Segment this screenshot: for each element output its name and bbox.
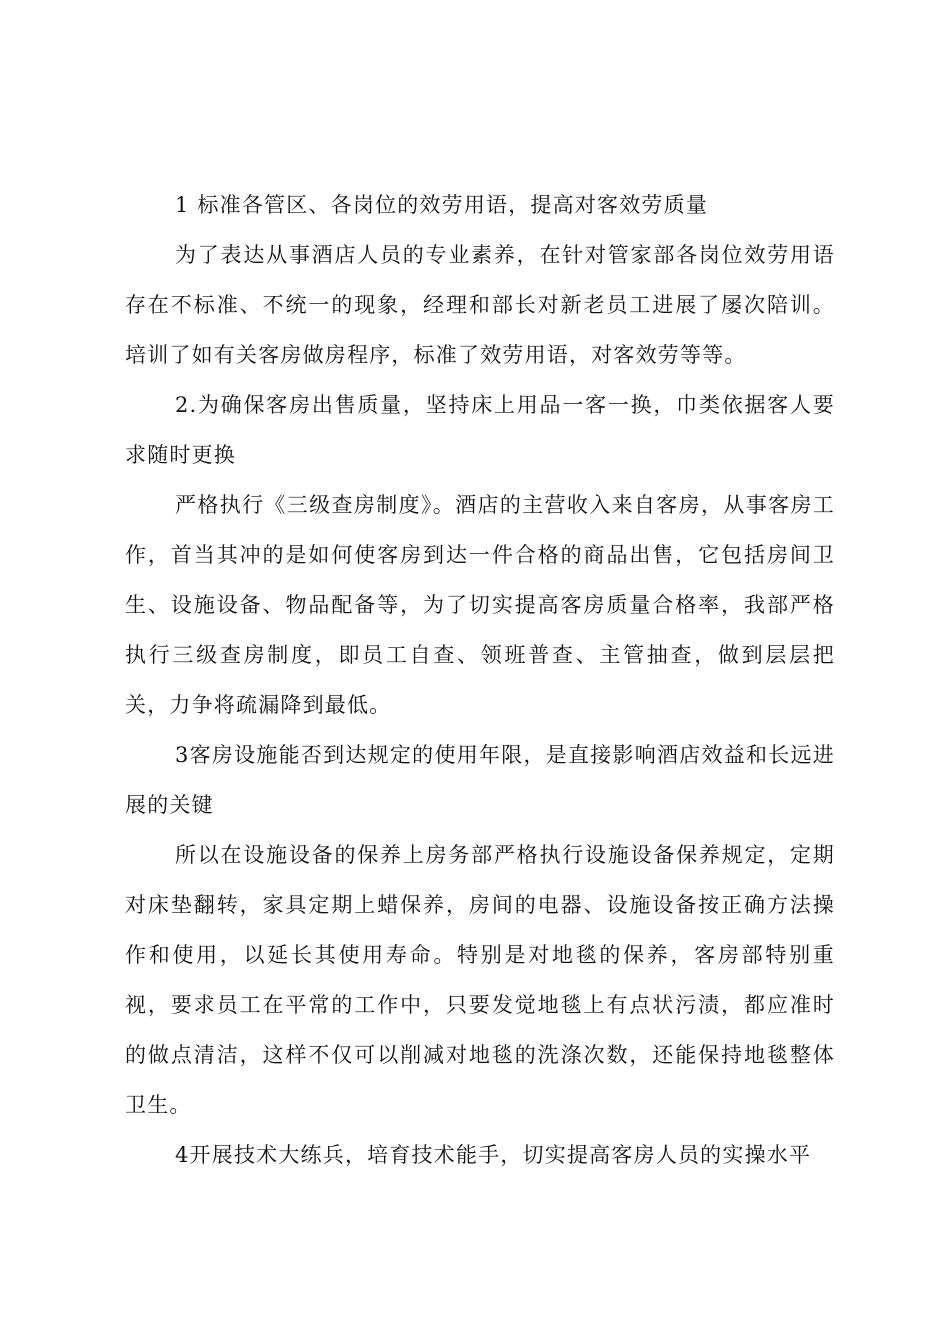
heading-service-language: 1 标准各管区、各岗位的效劳用语，提高对客效劳质量 xyxy=(175,193,709,217)
heading-facility-lifespan: 3客房设施能否到达规定的使用年限，是直接影响酒店效益和长远进展的关键 xyxy=(125,743,835,817)
heading-skills-training: 4开展技术大练兵，培育技术能手，切实提高客房人员的实操水平 xyxy=(175,1143,812,1167)
heading-room-quality: 2.为确保客房出售质量，坚持床上用品一客一换，巾类依据客人要求随时更换 xyxy=(125,393,835,467)
paragraph-room-inspection: 严格执行《三级查房制度》。酒店的主营收入来自客房，从事客房工作，首当其冲的是如何使客房到达一件合格的商品出售，它包括房间卫生、设施设备、物品配备等，为了切实提高客房质量合格率，我部严格执行三级查房制度，即员工自查、领班普查、主管抽查，做到层层把关，力争将疏漏降到最低。 xyxy=(125,493,835,717)
paragraph-facility-maintenance: 所以在设施设备的保养上房务部严格执行设施设备保养规定，定期对床垫翻转，家具定期上蜡保养，房间的电器、设施设备按正确方法操作和使用，以延长其使用寿命。特别是对地毯的保养，客房部特别重视，要求员工在平常的工作中，只要发觉地毯上有点状污渍，都应准时的做点清洁，这样不仅可以削减对地毯的洗涤次数，还能保持地毯整体卫生。 xyxy=(125,843,835,1117)
document-body xyxy=(125,180,835,1180)
paragraph-service-training: 为了表达从事酒店人员的专业素养，在针对管家部各岗位效劳用语存在不标准、不统一的现象，经理和部长对新老员工进展了屡次陪训。培训了如有关客房做房程序，标准了效劳用语，对客效劳等等。 xyxy=(125,243,835,367)
